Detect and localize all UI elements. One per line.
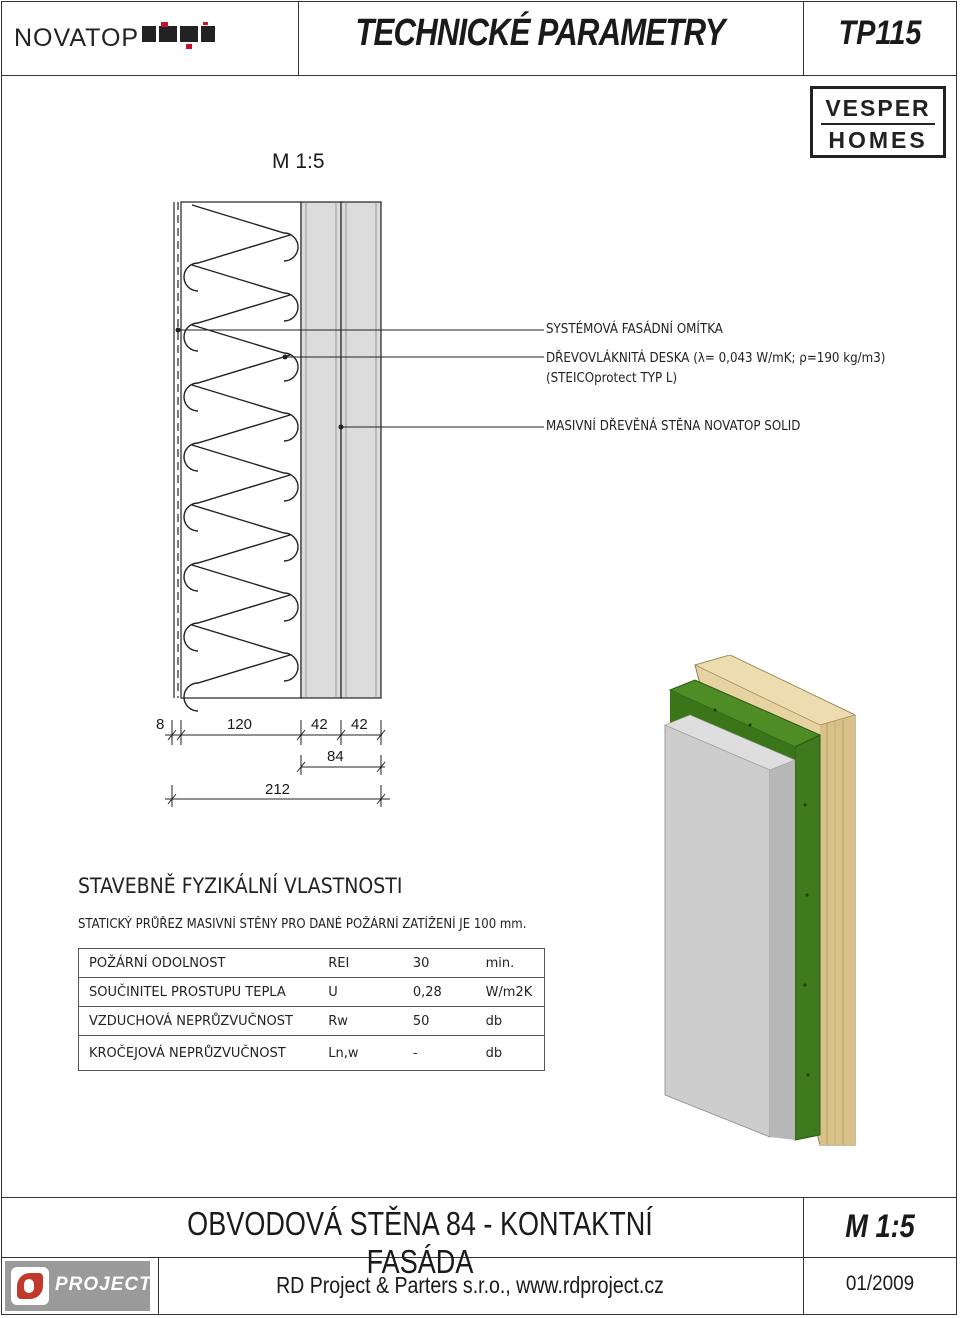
- footer-divider-left: [158, 1257, 159, 1315]
- header-divider-right: [803, 1, 804, 75]
- properties-table: [78, 948, 545, 1071]
- header-divider-left: [298, 1, 299, 75]
- prop-unit: min.: [476, 949, 545, 978]
- layer-label-fibreboard-type: (STEICOprotect TYP L): [546, 370, 678, 386]
- insulation-hatch: [184, 205, 298, 711]
- dim-120: 120: [227, 716, 253, 733]
- novatop-logo-text: NOVATOP: [14, 24, 140, 52]
- layer-label-plaster: SYSTÉMOVÁ FASÁDNÍ OMÍTKA: [546, 321, 723, 337]
- properties-title: STAVEBNĚ FYZIKÁLNÍ VLASTNOSTI: [78, 874, 403, 898]
- dim-42-a: 42: [311, 716, 328, 733]
- prop-value: 0,28: [403, 978, 476, 1007]
- prop-value: 30: [403, 949, 476, 978]
- prop-symbol: Ln,w: [318, 1036, 403, 1071]
- rd-project-logo: [5, 1261, 150, 1311]
- prop-unit: db: [476, 1007, 545, 1036]
- table-row: [79, 1036, 545, 1071]
- table-row: [79, 978, 545, 1007]
- table-row: [79, 949, 545, 978]
- prop-value: 50: [403, 1007, 476, 1036]
- dim-84: 84: [327, 748, 344, 765]
- leader-lines: [170, 320, 550, 440]
- wall-3d-illustration: [655, 655, 860, 1150]
- document-date: 01/2009: [845, 1272, 915, 1295]
- prop-unit: db: [476, 1036, 545, 1071]
- header-divider: [1, 75, 957, 76]
- company-info: RD Project & Parters s.r.o., www.rdproject.cz: [276, 1272, 664, 1298]
- table-row: [79, 1007, 545, 1036]
- prop-name: VZDUCHOVÁ NEPRŮZVUČNOST: [79, 1007, 319, 1036]
- page-title: TECHNICKÉ PARAMETRY: [355, 12, 725, 54]
- vesper-logo-line2: HOMES: [828, 127, 928, 153]
- prop-symbol: Rw: [318, 1007, 403, 1036]
- prop-value: -: [403, 1036, 476, 1071]
- layer-label-clt: MASIVNÍ DŘEVĚNÁ STĚNA NOVATOP SOLID: [546, 418, 801, 434]
- rd-icon: [11, 1267, 49, 1305]
- prop-name: SOUČINITEL PROSTUPU TEPLA: [79, 978, 319, 1007]
- prop-symbol: REI: [318, 949, 403, 978]
- novatop-blocks-icon: [142, 22, 222, 52]
- drawing-scale: M 1:5: [272, 150, 325, 173]
- layer-label-fibreboard: DŘEVOVLÁKNITÁ DESKA (λ= 0,043 W/mK; ρ=190 kg/m3): [546, 350, 886, 366]
- vesper-homes-logo: [810, 86, 946, 158]
- footer-divider-top: [1, 1197, 957, 1198]
- rd-logo-text: PROJECT: [55, 1274, 152, 1295]
- dim-42-b: 42: [351, 716, 368, 733]
- prop-unit: W/m2K: [476, 978, 545, 1007]
- vesper-logo-line1: VESPER: [825, 95, 931, 121]
- prop-name: KROČEJOVÁ NEPRŮZVUČNOST: [79, 1036, 319, 1071]
- footer-divider-right: [803, 1197, 804, 1315]
- document-code: TP115: [838, 14, 922, 52]
- properties-subtitle: STATICKÝ PRŮŘEZ MASIVNÍ STĚNY PRO DANÉ POŽÁRNÍ ZATÍŽENÍ JE 100 mm.: [78, 917, 527, 932]
- prop-symbol: U: [318, 978, 403, 1007]
- novatop-logo: [14, 22, 224, 56]
- prop-name: POŽÁRNÍ ODOLNOST: [79, 949, 319, 978]
- drawing-scale-footer: M 1:5: [845, 1208, 915, 1244]
- dim-212: 212: [265, 781, 291, 798]
- drawing-title: OBVODOVÁ STĚNA 84 - KONTAKTNÍ FASÁDA: [187, 1205, 653, 1280]
- dim-8: 8: [156, 716, 165, 733]
